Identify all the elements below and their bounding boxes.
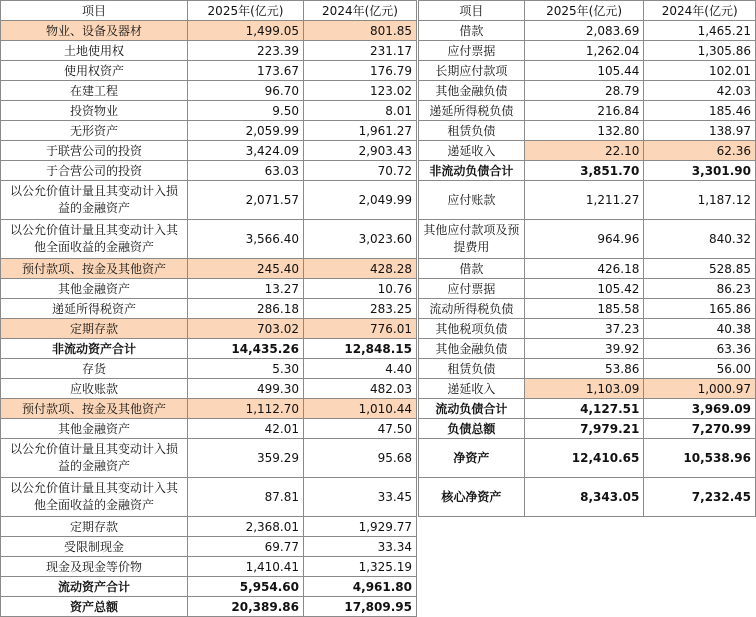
table-row <box>1 181 417 220</box>
row-label: 其他金融负债 <box>419 339 525 359</box>
row-label: 投资物业 <box>1 101 188 121</box>
row-label: 无形资产 <box>1 121 188 141</box>
value-2025: 63.03 <box>188 161 304 181</box>
value-2024: 123.02 <box>304 81 417 101</box>
table-row <box>1 101 417 121</box>
value-2025: 3,424.09 <box>188 141 304 161</box>
table-row <box>419 259 756 279</box>
row-label: 其他应付款项及预提费用 <box>419 220 525 259</box>
header-row <box>419 1 756 21</box>
row-label: 应收账款 <box>1 379 188 399</box>
row-label: 租赁负债 <box>419 121 525 141</box>
value-2025: 53.86 <box>524 359 644 379</box>
value-2024: 165.86 <box>644 299 756 319</box>
value-2024: 86.23 <box>644 279 756 299</box>
row-label: 非流动资产合计 <box>1 339 188 359</box>
header-2024: 2024年(亿元) <box>644 1 756 21</box>
table-row <box>1 439 417 478</box>
row-label: 存货 <box>1 359 188 379</box>
value-2025: 105.44 <box>524 61 644 81</box>
row-label: 于合营公司的投资 <box>1 161 188 181</box>
row-label: 其他金融资产 <box>1 419 188 439</box>
row-label: 于联营公司的投资 <box>1 141 188 161</box>
value-2024: 1,000.97 <box>644 379 756 399</box>
value-2024: 102.01 <box>644 61 756 81</box>
value-2025: 8,343.05 <box>524 478 644 517</box>
value-2025: 499.30 <box>188 379 304 399</box>
table-row <box>419 81 756 101</box>
table-row <box>419 399 756 419</box>
row-label: 其他税项负债 <box>419 319 525 339</box>
table-row <box>1 81 417 101</box>
value-2025: 1,211.27 <box>524 181 644 220</box>
value-2025: 96.70 <box>188 81 304 101</box>
value-2025: 13.27 <box>188 279 304 299</box>
value-2025: 964.96 <box>524 220 644 259</box>
row-label: 非流动负债合计 <box>419 161 525 181</box>
row-label: 借款 <box>419 259 525 279</box>
value-2025: 703.02 <box>188 319 304 339</box>
value-2025: 245.40 <box>188 259 304 279</box>
row-label: 受限制现金 <box>1 537 188 557</box>
table-row <box>1 299 417 319</box>
value-2025: 42.01 <box>188 419 304 439</box>
value-2025: 2,059.99 <box>188 121 304 141</box>
table-row <box>419 339 756 359</box>
value-2025: 22.10 <box>524 141 644 161</box>
table-row <box>1 597 417 617</box>
value-2024: 10,538.96 <box>644 439 756 478</box>
value-2025: 286.18 <box>188 299 304 319</box>
table-row <box>419 379 756 399</box>
table-row <box>1 379 417 399</box>
table-row <box>419 220 756 259</box>
value-2025: 7,979.21 <box>524 419 644 439</box>
row-label: 土地使用权 <box>1 41 188 61</box>
table-row <box>1 359 417 379</box>
value-2025: 1,112.70 <box>188 399 304 419</box>
row-label: 净资产 <box>419 439 525 478</box>
row-label: 长期应付款项 <box>419 61 525 81</box>
value-2024: 1,929.77 <box>304 517 417 537</box>
value-2024: 283.25 <box>304 299 417 319</box>
table-row <box>1 319 417 339</box>
row-label: 在建工程 <box>1 81 188 101</box>
row-label: 物业、设备及器材 <box>1 21 188 41</box>
row-label: 流动资产合计 <box>1 577 188 597</box>
value-2024: 7,232.45 <box>644 478 756 517</box>
value-2024: 3,023.60 <box>304 220 417 259</box>
liabilities-table-body <box>419 1 756 517</box>
value-2024: 33.34 <box>304 537 417 557</box>
row-label: 递延所得税负债 <box>419 101 525 121</box>
table-row <box>1 21 417 41</box>
table-row <box>1 279 417 299</box>
value-2025: 2,083.69 <box>524 21 644 41</box>
value-2024: 8.01 <box>304 101 417 121</box>
assets-table-body <box>1 1 417 617</box>
value-2024: 95.68 <box>304 439 417 478</box>
row-label: 递延收入 <box>419 141 525 161</box>
row-label: 递延收入 <box>419 379 525 399</box>
value-2025: 223.39 <box>188 41 304 61</box>
table-row <box>419 478 756 517</box>
value-2024: 3,969.09 <box>644 399 756 419</box>
value-2024: 47.50 <box>304 419 417 439</box>
row-label: 以公允价值计量且其变动计入损益的金融资产 <box>1 439 188 478</box>
value-2025: 39.92 <box>524 339 644 359</box>
row-label: 使用权资产 <box>1 61 188 81</box>
value-2024: 56.00 <box>644 359 756 379</box>
value-2025: 1,410.41 <box>188 557 304 577</box>
value-2024: 2,049.99 <box>304 181 417 220</box>
row-label: 以公允价值计量且其变动计入其他全面收益的金融资产 <box>1 478 188 517</box>
value-2025: 1,499.05 <box>188 21 304 41</box>
value-2025: 28.79 <box>524 81 644 101</box>
row-label: 流动所得税负债 <box>419 299 525 319</box>
table-row <box>419 141 756 161</box>
value-2025: 185.58 <box>524 299 644 319</box>
row-label: 现金及现金等价物 <box>1 557 188 577</box>
value-2024: 428.28 <box>304 259 417 279</box>
value-2024: 1,305.86 <box>644 41 756 61</box>
value-2024: 185.46 <box>644 101 756 121</box>
value-2025: 37.23 <box>524 319 644 339</box>
row-label: 资产总额 <box>1 597 188 617</box>
table-row <box>419 161 756 181</box>
value-2025: 3,851.70 <box>524 161 644 181</box>
value-2024: 10.76 <box>304 279 417 299</box>
header-2024: 2024年(亿元) <box>304 1 417 21</box>
table-row <box>1 419 417 439</box>
table-row <box>1 557 417 577</box>
table-row <box>419 279 756 299</box>
table-row <box>1 399 417 419</box>
table-row <box>1 121 417 141</box>
row-label: 其他金融资产 <box>1 279 188 299</box>
table-row <box>1 41 417 61</box>
value-2024: 7,270.99 <box>644 419 756 439</box>
value-2024: 482.03 <box>304 379 417 399</box>
value-2025: 3,566.40 <box>188 220 304 259</box>
row-label: 定期存款 <box>1 319 188 339</box>
row-label: 定期存款 <box>1 517 188 537</box>
value-2025: 2,071.57 <box>188 181 304 220</box>
table-row <box>1 339 417 359</box>
value-2024: 176.79 <box>304 61 417 81</box>
value-2025: 105.42 <box>524 279 644 299</box>
value-2024: 4,961.80 <box>304 577 417 597</box>
row-label: 以公允价值计量且其变动计入其他全面收益的金融资产 <box>1 220 188 259</box>
value-2025: 359.29 <box>188 439 304 478</box>
value-2025: 12,410.65 <box>524 439 644 478</box>
value-2024: 3,301.90 <box>644 161 756 181</box>
value-2024: 1,465.21 <box>644 21 756 41</box>
row-label: 流动负债合计 <box>419 399 525 419</box>
value-2025: 173.67 <box>188 61 304 81</box>
row-label: 借款 <box>419 21 525 41</box>
value-2025: 5.30 <box>188 359 304 379</box>
table-row <box>1 259 417 279</box>
value-2024: 12,848.15 <box>304 339 417 359</box>
row-label: 以公允价值计量且其变动计入损益的金融资产 <box>1 181 188 220</box>
value-2024: 70.72 <box>304 161 417 181</box>
row-label: 负债总额 <box>419 419 525 439</box>
value-2024: 4.40 <box>304 359 417 379</box>
table-row <box>419 41 756 61</box>
value-2025: 87.81 <box>188 478 304 517</box>
value-2025: 216.84 <box>524 101 644 121</box>
table-row <box>1 577 417 597</box>
header-item: 项目 <box>1 1 188 21</box>
liabilities-table <box>418 0 756 517</box>
value-2024: 1,187.12 <box>644 181 756 220</box>
row-label: 递延所得税资产 <box>1 299 188 319</box>
value-2025: 5,954.60 <box>188 577 304 597</box>
row-label: 核心净资产 <box>419 478 525 517</box>
table-row <box>1 478 417 517</box>
value-2025: 1,103.09 <box>524 379 644 399</box>
value-2025: 4,127.51 <box>524 399 644 419</box>
table-row <box>419 61 756 81</box>
table-row <box>419 101 756 121</box>
table-row <box>419 299 756 319</box>
table-row <box>1 517 417 537</box>
value-2025: 9.50 <box>188 101 304 121</box>
value-2024: 33.45 <box>304 478 417 517</box>
value-2024: 1,961.27 <box>304 121 417 141</box>
table-row <box>419 121 756 141</box>
row-label: 应付票据 <box>419 41 525 61</box>
row-label: 应付账款 <box>419 181 525 220</box>
value-2024: 840.32 <box>644 220 756 259</box>
header-2025: 2025年(亿元) <box>188 1 304 21</box>
table-row <box>419 419 756 439</box>
value-2025: 426.18 <box>524 259 644 279</box>
table-row <box>419 439 756 478</box>
value-2025: 14,435.26 <box>188 339 304 359</box>
header-item: 项目 <box>419 1 525 21</box>
value-2024: 776.01 <box>304 319 417 339</box>
table-row <box>1 537 417 557</box>
table-row <box>419 181 756 220</box>
value-2025: 20,389.86 <box>188 597 304 617</box>
value-2025: 132.80 <box>524 121 644 141</box>
row-label: 应付票据 <box>419 279 525 299</box>
value-2024: 1,010.44 <box>304 399 417 419</box>
header-2025: 2025年(亿元) <box>524 1 644 21</box>
value-2024: 801.85 <box>304 21 417 41</box>
table-row <box>419 21 756 41</box>
value-2025: 69.77 <box>188 537 304 557</box>
value-2025: 1,262.04 <box>524 41 644 61</box>
table-row <box>1 161 417 181</box>
value-2024: 2,903.43 <box>304 141 417 161</box>
row-label: 租赁负债 <box>419 359 525 379</box>
table-row <box>419 359 756 379</box>
row-label: 预付款项、按金及其他资产 <box>1 399 188 419</box>
value-2024: 1,325.19 <box>304 557 417 577</box>
value-2024: 40.38 <box>644 319 756 339</box>
table-row <box>1 220 417 259</box>
table-row <box>1 61 417 81</box>
value-2024: 528.85 <box>644 259 756 279</box>
value-2024: 42.03 <box>644 81 756 101</box>
row-label: 预付款项、按金及其他资产 <box>1 259 188 279</box>
value-2025: 2,368.01 <box>188 517 304 537</box>
row-label: 其他金融负债 <box>419 81 525 101</box>
value-2024: 231.17 <box>304 41 417 61</box>
value-2024: 138.97 <box>644 121 756 141</box>
table-row <box>1 141 417 161</box>
value-2024: 62.36 <box>644 141 756 161</box>
value-2024: 63.36 <box>644 339 756 359</box>
header-row <box>1 1 417 21</box>
table-row <box>419 319 756 339</box>
value-2024: 17,809.95 <box>304 597 417 617</box>
